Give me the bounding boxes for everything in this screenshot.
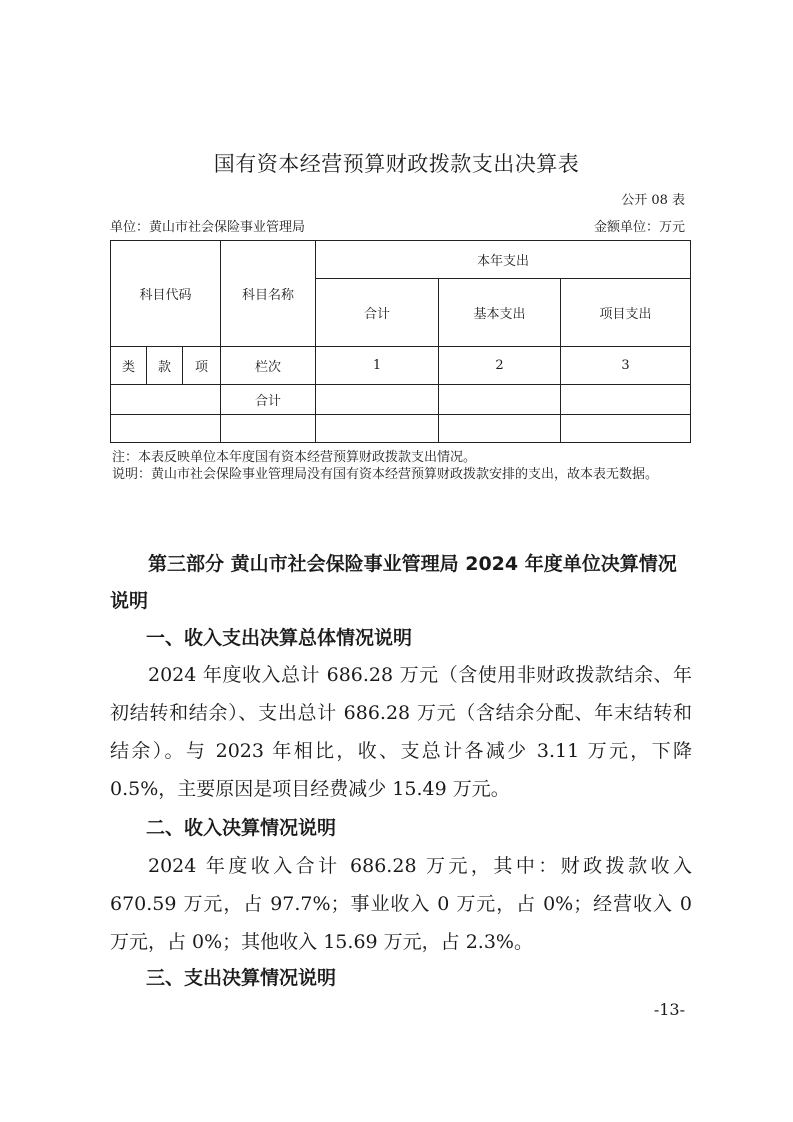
empty-cell [439,385,561,415]
form-number: 公开 08 表 [621,193,685,208]
section-heading-2: 二、收入决算情况说明 [146,817,337,839]
paragraph-income: 2024 年度收入合计 686.28 万元，其中：财政拨款收入 670.59 万元，占 97.7%；事业收入 0 万元，占 0%；经营收入 0 万元，占 0%；其他收入 15.69 万元，占 2.3%。 [110,855,692,953]
col-num-1: 1 [316,347,439,385]
header-total: 合计 [316,279,439,347]
unit-label: 单位：黄山市社会保险事业管理局 [110,220,306,235]
col-num-2: 2 [439,347,561,385]
paragraph-income-expense-overview: 2024 年度收入总计 686.28 万元（含使用非财政拨款结余、年初结转和结余）、支出总计 686.28 万元（含结余分配、年末结转和结余）。与 2023 年相比，收、支总计各减少 3.11 万元，下降 0.5%，主要原因是项目经费减少 15.49 万元。 [110,664,692,800]
table-row-empty [111,415,691,443]
page-number: -13- [653,1000,685,1019]
empty-cell [111,415,221,443]
table-note: 注：本表反映单位本年度国有资本经营预算财政拨款支出情况。 [112,450,477,465]
empty-cell [316,415,439,443]
empty-cell [111,385,221,415]
header-subject-name: 科目名称 [221,241,316,347]
money-unit-label: 金额单位：万元 [593,220,685,235]
header-subject-code: 科目代码 [111,241,221,347]
header-project: 项目支出 [561,279,691,347]
table-row-total [111,385,691,415]
code-xiang: 项 [183,347,221,385]
empty-cell [316,385,439,415]
code-kuan: 款 [147,347,183,385]
code-lei: 类 [111,347,147,385]
header-basic: 基本支出 [439,279,561,347]
empty-cell [221,415,316,443]
header-current-year: 本年支出 [316,241,691,279]
col-num-3: 3 [561,347,691,385]
part-three-heading: 第三部分 黄山市社会保险事业管理局 2024 年度单位决算情况说明 [110,553,677,612]
section-heading-1: 一、收入支出决算总体情况说明 [146,627,413,649]
section-heading-3: 三、支出决算情况说明 [146,967,337,989]
total-row-label: 合计 [221,385,316,415]
lanci-label: 栏次 [221,347,316,385]
table-explanation: 说明：黄山市社会保险事业管理局没有国有资本经营预算财政拨款安排的支出，故本表无数据。 [112,467,659,482]
empty-cell [561,385,691,415]
budget-table [110,240,691,443]
empty-cell [439,415,561,443]
empty-cell [561,415,691,443]
document-title: 国有资本经营预算财政拨款支出决算表 [213,152,580,176]
